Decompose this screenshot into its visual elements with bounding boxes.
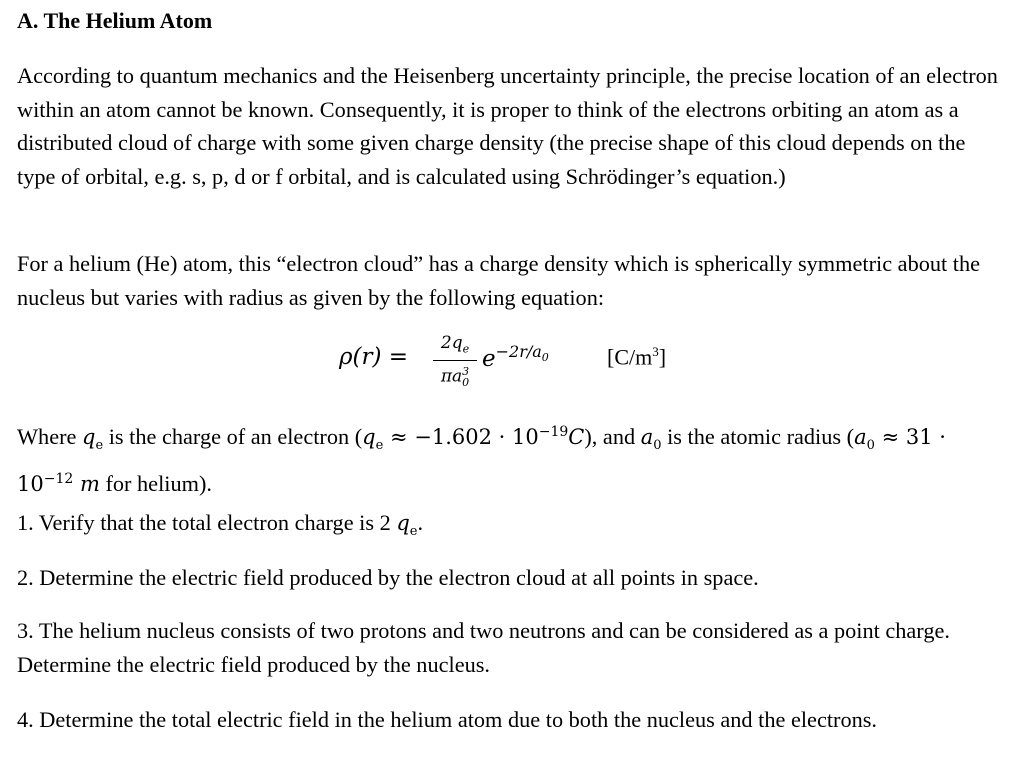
question-1: 1. Verify that the total electron charge is 2 $q_e$. xyxy=(17,510,424,540)
constants-paragraph: Where $q_e$ is the charge of an electron $(q_e \approx -1.602 \cdot 10^{-19}C)$, and $a_0$ is the atomic radius ($a_0 \approx 31 \cdot 10^{-12}$ m for helium). xyxy=(17,424,946,496)
fraction-bar xyxy=(433,360,477,361)
question-2: 2. Determine the electric field produced by the electron cloud at all points in space. xyxy=(17,565,759,590)
equation-units: $[C/m^3]$ xyxy=(607,344,667,370)
intro-paragraph: According to quantum mechanics and the Heisenberg uncertainty principle, the precise location of an electron within an atom cannot be known. Consequently, it is proper to think of the electrons orbiting an atom as a distributed cloud of charge with some given charge density (the precise shape of this cloud depends on the type of orbital, e.g. s, p, d or f orbital, and is calculated using Schrödinger’s equation.) xyxy=(17,63,998,189)
charge-density-equation xyxy=(17,330,1007,390)
fraction-numerator: $2q_e$ xyxy=(440,333,470,356)
equation-exponential: $e^{-2r/a_0}$ xyxy=(482,342,549,372)
equation-fraction xyxy=(431,333,479,393)
question-3: 3. The helium nucleus consists of two protons and two neutrons and can be considered as a point charge. Determine the electric field produced by the nucleus. xyxy=(17,618,950,677)
equation-lhs: ρ(r) = xyxy=(339,344,409,370)
section-heading: A. The Helium Atom xyxy=(17,8,213,33)
question-4: 4. Determine the total electric field in the helium atom due to both the nucleus and the electrons. xyxy=(17,707,878,732)
fraction-denominator: $\pi a^3_0$ xyxy=(440,365,470,390)
helium-paragraph: For a helium (He) atom, this “electron cloud” has a charge density which is spherically symmetric about the nucleus but varies with radius as given by the following equation: xyxy=(17,251,981,310)
